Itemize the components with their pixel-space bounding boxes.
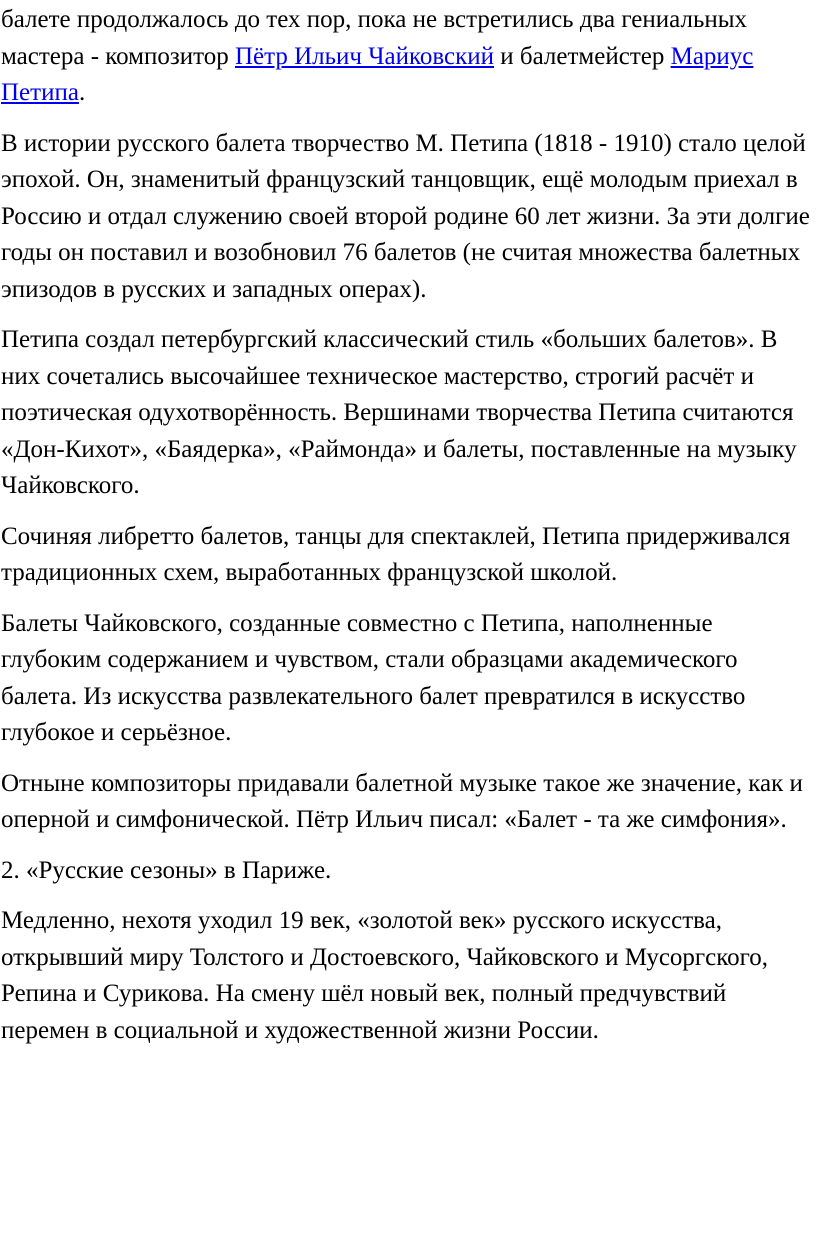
section-heading-russian-seasons: 2. «Русские сезоны» в Париже. [1, 856, 332, 884]
paragraph-tchaikovsky-ballets: Балеты Чайковского, созданные совместно с Петипа, наполненные глубоким содержанием и чувством, стали образцами академического балета. Из искусства развлекательного балет превратился в искусство глубокое и серьёзное. [1, 609, 746, 746]
paragraph-libretto: Сочиняя либретто балетов, танцы для спектаклей, Петипа придерживался традиционных схем, выработанных французской школой. [1, 522, 791, 586]
paragraph-intro-after: . [78, 79, 86, 106]
link-petipa[interactable]: Мариус Петипа [1, 42, 754, 106]
paragraph-petipa-history: В истории русского балета творчество М. Петипа (1818 - 1910) стало целой эпохой. Он, знаменитый французский танцовщик, ещё молодым приехал в Россию и отдал служению своей второй родине 60 лет жизни. За эти долгие годы он поставил и возобновил 76 балетов (не считая множества балетных эпизодов в русских и западных операх). [1, 129, 810, 303]
paragraph-intro-before: балете продолжалось до тех пор, пока не встретились два гениальных мастера - композитор [1, 6, 748, 70]
link-tchaikovsky[interactable]: Пётр Ильич Чайковский [234, 42, 495, 70]
paragraph-classical-style: Петипа создал петербургский классический стиль «больших балетов». В них сочетались высочайшее техническое мастерство, строгий расчёт и поэтическая одухотворённость. Вершинами творчества Петипа считаются «Дон-Кихот», «Баядерка», «Раймонда» и балеты, поставленные на музыку Чайковского. [1, 326, 797, 499]
paragraph-new-century: Медленно, нехотя уходил 19 век, «золотой век» русского искусства, открывший миру Толстого и Достоевского, Чайковского и Мусоргского, Репина и Сурикова. На смену шёл новый век, полный предчувствий перемен в социальной и художественной жизни России. [1, 907, 769, 1044]
paragraph-intro-middle: и балетмейстер [494, 42, 671, 70]
paragraph-intro [0, 2, 816, 112]
paragraph-composers: Отныне композиторы придавали балетной музыке такое же значение, как и оперной и симфонической. Пётр Ильич писал: «Балет - та же симфония». [1, 769, 803, 833]
